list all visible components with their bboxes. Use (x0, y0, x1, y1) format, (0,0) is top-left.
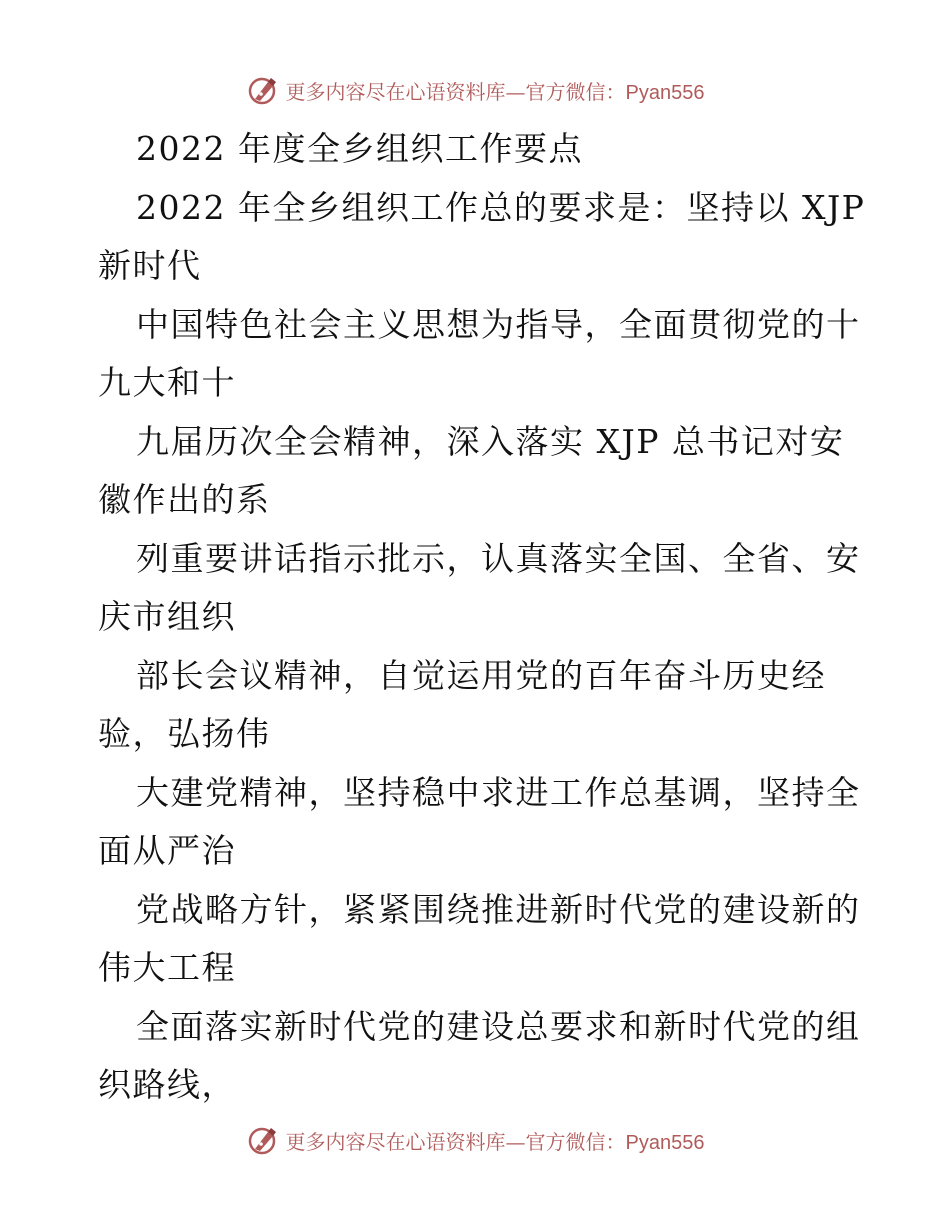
text-line: 徽作出的系 (98, 480, 271, 519)
text-line: 新时代 (98, 246, 202, 285)
document-body (98, 120, 866, 1115)
watermark-wechat-id: Pyan556 (625, 1131, 705, 1154)
header-watermark (0, 70, 950, 110)
pen-nib-circle-icon (246, 1123, 280, 1157)
text-line: 列重要讲话指示批示，认真落实全国、全省、安 (136, 538, 861, 578)
text-line: 面从严治 (98, 831, 236, 870)
text-line: 党战略方针，紧紧围绕推进新时代党的建设新的 (136, 889, 861, 929)
watermark-wechat-id: Pyan556 (625, 81, 705, 104)
watermark-text: 更多内容尽在心语资料库—官方微信：Pyan556 (285, 79, 705, 104)
text-line: 2022 年度全乡组织工作要点 (136, 129, 583, 168)
text-line: 伟大工程 (98, 948, 236, 987)
footer-watermark (0, 1120, 950, 1160)
text-line: 织路线， (98, 1065, 236, 1104)
text-line: 大建党精神，坚持稳中求进工作总基调，坚持全 (136, 772, 861, 812)
text-line: 全面落实新时代党的建设总要求和新时代党的组 (136, 1006, 861, 1046)
watermark-text: 更多内容尽在心语资料库—官方微信：Pyan556 (285, 1129, 705, 1154)
text-line: 九大和十 (98, 363, 236, 402)
pen-nib-circle-icon (246, 73, 280, 107)
text-line: 庆市组织 (98, 597, 236, 636)
text-line: 中国特色社会主义思想为指导，全面贯彻党的十 (136, 304, 861, 344)
text-line: 部长会议精神，自觉运用党的百年奋斗历史经 (136, 655, 826, 695)
text-line: 验，弘扬伟 (98, 714, 271, 753)
text-line: 2022 年全乡组织工作总的要求是：坚持以 XJP (136, 187, 866, 227)
text-line: 九届历次全会精神，深入落实 XJP 总书记对安 (136, 421, 845, 461)
